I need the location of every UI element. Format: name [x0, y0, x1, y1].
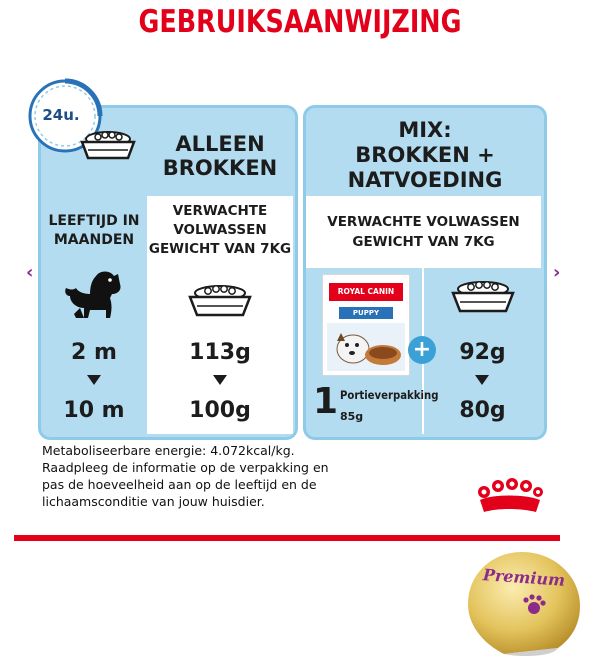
age-arrow-down-icon [87, 375, 101, 385]
mix-food-header-line2: BROKKEN + [355, 143, 495, 167]
dry-weight-header-line3: GEWICHT VAN 7KG [148, 241, 292, 257]
mix-weight-header [306, 212, 541, 252]
feeding-note [42, 442, 402, 510]
premium-label: Premium [482, 565, 566, 590]
note-line-3: pas de hoeveelheid aan op de leeftijd en de [42, 477, 317, 492]
mix-food-header-line3: NATVOEDING [347, 168, 503, 192]
mix-weight-header-line1: VERWACHTE VOLWASSEN [327, 214, 520, 230]
previous-arrow[interactable]: ‹ [26, 262, 34, 283]
mix-amount-start: 92g [459, 340, 506, 365]
mix-arrow-down-icon [475, 375, 489, 385]
wet-food-pouch-image [322, 274, 410, 376]
pouch-weight: 85g [340, 410, 364, 423]
clock-label: 24u. [42, 106, 80, 124]
dry-weight-header-line2: VOLWASSEN [173, 222, 267, 238]
age-start: 2 m [71, 340, 117, 365]
pouch-photo-icon [327, 323, 405, 371]
note-line-2: Raadpleeg de informatie op de verpakking en [42, 460, 329, 475]
dry-food-header-line2: BROKKEN [162, 156, 278, 180]
dry-bowl-icon [184, 282, 256, 326]
age-header-line2: MAANDEN [53, 232, 135, 248]
mix-food-header-line1: MIX: [398, 118, 452, 142]
food-bowl-icon [76, 128, 140, 168]
dry-food-header-line1: ALLEEN [175, 132, 265, 156]
dry-food-header [150, 132, 290, 180]
pouch-label: Portieverpakking [340, 388, 439, 402]
dry-arrow-down-icon [213, 375, 227, 385]
age-header [38, 212, 150, 250]
puppy-icon [60, 266, 130, 330]
pouch-brand: ROYAL CANIN [329, 283, 403, 301]
note-line-4: lichaamsconditie van jouw huisdier. [42, 494, 265, 509]
crown-logo-icon [472, 478, 546, 526]
dry-weight-header-line1: VERWACHTE [172, 203, 268, 219]
dry-weight-header [147, 202, 293, 259]
age-header-line1: LEEFTIJD IN [48, 213, 140, 229]
page-title: GEBRUIKSAANWIJZING [138, 4, 462, 40]
plus-icon: + [408, 336, 436, 364]
pouch-variant: PUPPY [339, 307, 393, 319]
next-arrow[interactable]: › [553, 262, 561, 283]
mix-food-header [306, 118, 544, 193]
divider-line [14, 535, 560, 541]
mix-weight-header-line2: GEWICHT VAN 7KG [352, 234, 495, 250]
mix-amount-end: 80g [459, 398, 506, 423]
age-end: 10 m [63, 398, 125, 423]
dry-amount-end: 100g [189, 398, 251, 423]
mix-bowl-icon [447, 278, 519, 322]
dry-amount-start: 113g [189, 340, 251, 365]
note-line-1: Metaboliseerbare energie: 4.072kcal/kg. [42, 443, 295, 458]
pouch-count: 1 [313, 381, 339, 422]
